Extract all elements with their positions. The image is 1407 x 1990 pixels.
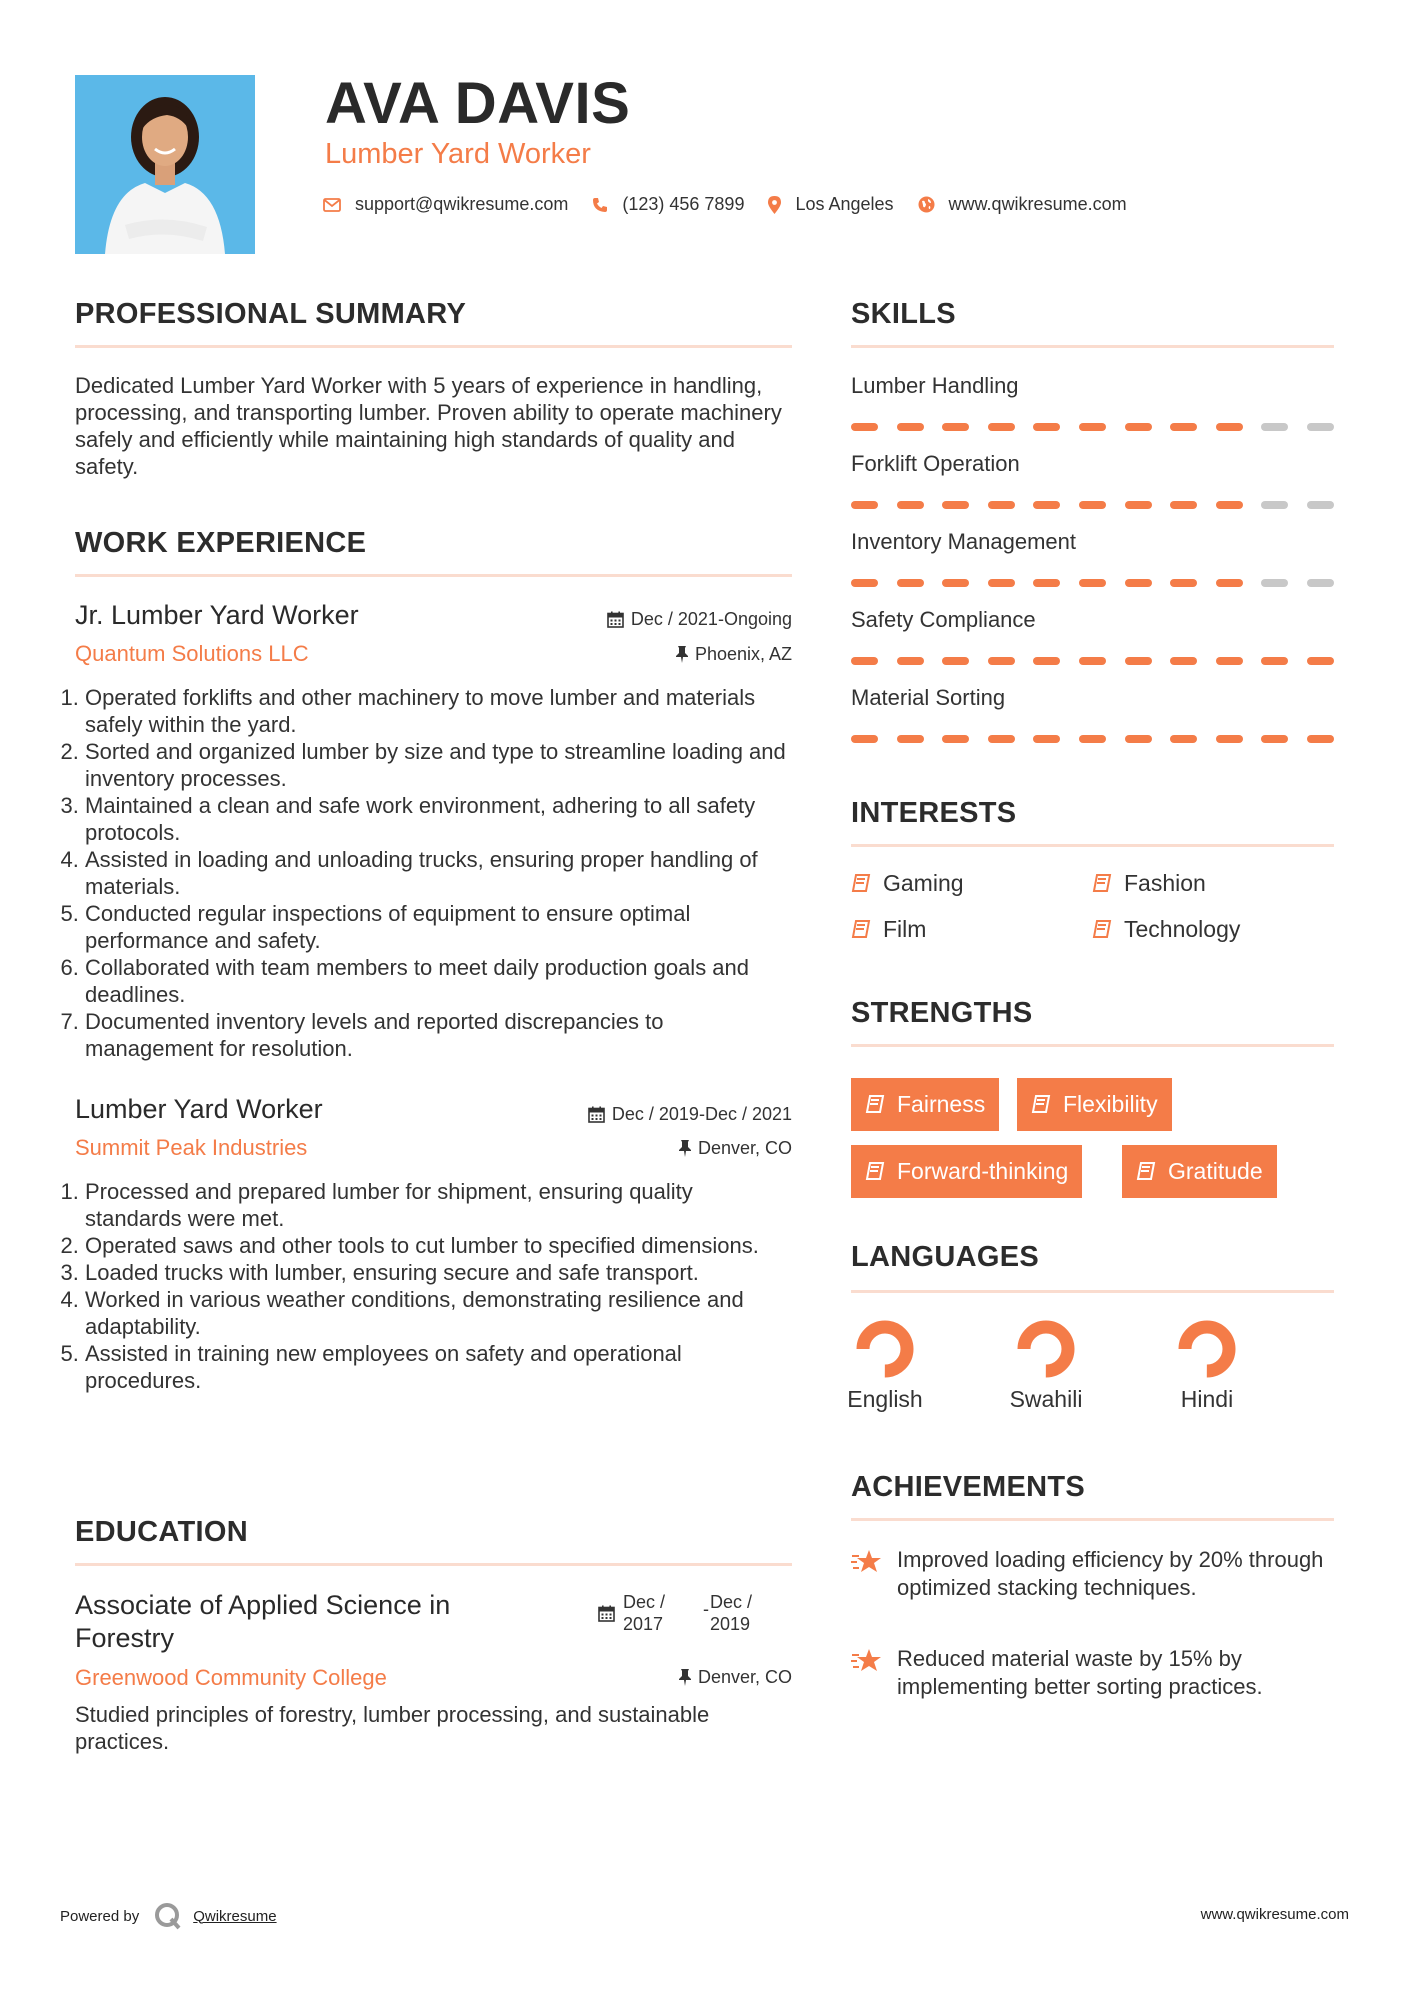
degree-title: Associate of Applied Science in (75, 1590, 451, 1620)
language-level-arc (1024, 1327, 1068, 1371)
skill-rating-segment (851, 423, 878, 431)
skill-rating-segment (897, 423, 924, 431)
contact-location (768, 194, 893, 215)
book-icon (865, 1095, 885, 1115)
job-dates (480, 609, 792, 630)
job-location-text: Phoenix, AZ (694, 644, 792, 664)
language-name: Hindi (1180, 1386, 1234, 1412)
skill-rating-bar (851, 735, 1334, 743)
skill-rating-segment (1307, 657, 1334, 665)
education-end-date (710, 1591, 752, 1635)
job-title: Jr. Lumber Yard Worker (75, 600, 359, 630)
interest-item (1092, 916, 1240, 943)
envelope-icon (323, 198, 341, 212)
list-item: 7. Documented inventory levels and reported discrepancies to management for resolution. (85, 1008, 792, 1062)
list-item: 4. Worked in various weather conditions, demonstrating resilience and adaptability. (85, 1286, 792, 1340)
achievement-item (851, 1546, 1334, 1602)
skill-rating-bar (851, 657, 1334, 665)
skill-rating-segment (1261, 501, 1288, 509)
skill-rating-segment (1079, 657, 1106, 665)
book-icon (1031, 1095, 1051, 1115)
contact-website[interactable] (918, 194, 1127, 215)
skill-rating-segment (1170, 579, 1197, 587)
language-name: English (847, 1386, 923, 1412)
start-year: 2017 (623, 1614, 664, 1634)
skill-rating-segment (988, 579, 1015, 587)
interests-heading: INTERESTS (851, 797, 1017, 829)
skill-rating-segment (942, 657, 969, 665)
book-icon (1092, 874, 1112, 894)
list-item: 2. Sorted and organized lumber by size and type to streamline loading and inventory processes. (85, 738, 792, 792)
degree-title-line2: Forestry (75, 1623, 175, 1653)
skill-rating-segment (1033, 423, 1060, 431)
book-icon (1092, 920, 1112, 940)
calendar-icon (607, 611, 624, 628)
language-ring-icon (1015, 1318, 1077, 1380)
skill-rating-segment (1170, 501, 1197, 509)
achievements-divider (851, 1518, 1334, 1521)
skill-rating-segment (1125, 423, 1152, 431)
skill-rating-segment (1125, 735, 1152, 743)
start-month: Dec / (623, 1592, 666, 1612)
skill-rating-segment (1216, 735, 1243, 743)
skill-rating-segment (1170, 657, 1197, 665)
education-location (480, 1667, 792, 1688)
job-dates-text: Dec / 2021-Ongoing (630, 609, 792, 629)
language-item (1152, 1318, 1262, 1413)
skill-name: Lumber Handling (851, 373, 1019, 398)
skill-rating-segment (988, 423, 1015, 431)
skill-rating-segment (1170, 423, 1197, 431)
skill-rating-segment (1261, 735, 1288, 743)
skill-rating-segment (851, 579, 878, 587)
skill-rating-segment (897, 735, 924, 743)
skill-rating-segment (1170, 735, 1197, 743)
skill-rating-segment (1307, 423, 1334, 431)
pushpin-icon (679, 1669, 691, 1686)
book-icon (851, 874, 871, 894)
book-icon (851, 920, 871, 940)
skill-rating-segment (1033, 579, 1060, 587)
skill-name: Inventory Management (851, 529, 1077, 554)
skills-heading: SKILLS (851, 298, 956, 330)
candidate-role: Lumber Yard Worker (325, 138, 591, 170)
interest-label: Fashion (1124, 870, 1206, 896)
achievement-text: Reduced material waste by 15% by implementing better sorting practices. (897, 1646, 1263, 1699)
skill-rating-segment (1261, 579, 1288, 587)
interest-label: Film (883, 916, 927, 942)
strength-tag (1017, 1078, 1172, 1131)
language-level-arc (1185, 1327, 1229, 1371)
skill-rating-segment (1033, 735, 1060, 743)
strength-label: Fairness (897, 1091, 986, 1117)
end-month: Dec / (710, 1592, 753, 1612)
school-name: Greenwood Community College (75, 1665, 387, 1690)
skill-rating-segment (1307, 735, 1334, 743)
skill-rating-segment (897, 579, 924, 587)
job-bullets (67, 1178, 792, 1394)
achievement-item (851, 1645, 1334, 1701)
skill-rating-segment (988, 735, 1015, 743)
skill-name: Safety Compliance (851, 607, 1036, 632)
list-item: 5. Conducted regular inspections of equipment to ensure optimal performance and safety. (85, 900, 792, 954)
job-company: Summit Peak Industries (75, 1135, 308, 1160)
skill-rating-segment (1125, 579, 1152, 587)
skill-rating-segment (1216, 501, 1243, 509)
job-title: Lumber Yard Worker (75, 1094, 323, 1124)
strength-label: Gratitude (1168, 1158, 1263, 1184)
pushpin-icon (679, 1140, 691, 1157)
skill-rating-segment (1033, 501, 1060, 509)
map-pin-icon (768, 196, 781, 214)
contact-email[interactable] (323, 194, 568, 215)
skill-rating-segment (1216, 657, 1243, 665)
candidate-name: AVA DAVIS (325, 71, 631, 136)
interest-item (1092, 870, 1206, 897)
interest-label: Technology (1124, 916, 1241, 942)
profile-photo (75, 75, 255, 254)
language-ring-icon (1176, 1318, 1238, 1380)
skill-rating-segment (851, 657, 878, 665)
list-item: 2. Operated saws and other tools to cut lumber to specified dimensions. (85, 1232, 792, 1259)
education-start-date (623, 1591, 665, 1635)
skill-rating-segment (942, 579, 969, 587)
interest-item (851, 916, 926, 943)
location-text: Los Angeles (795, 194, 894, 214)
skill-rating-segment (1261, 657, 1288, 665)
strengths-heading: STRENGTHS (851, 997, 1033, 1029)
skill-rating-segment (1033, 657, 1060, 665)
language-level-arc (863, 1327, 907, 1371)
globe-icon (918, 196, 935, 213)
education-description: Studied principles of forestry, lumber processing, and sustainable practices. (75, 1702, 710, 1754)
qwikresume-link[interactable]: Qwikresume (193, 1907, 277, 1925)
skill-rating-bar (851, 501, 1334, 509)
education-location-text: Denver, CO (697, 1667, 792, 1687)
skill-rating-segment (1079, 501, 1106, 509)
job-location-text: Denver, CO (697, 1138, 792, 1158)
contact-phone[interactable] (592, 194, 744, 215)
calendar-icon (588, 1106, 605, 1123)
language-item (991, 1318, 1101, 1413)
achievement-text: Improved loading efficiency by 20% through optimized stacking techniques. (897, 1547, 1324, 1600)
job-location (480, 644, 792, 665)
skill-rating-segment (1079, 735, 1106, 743)
language-item (830, 1318, 940, 1413)
skill-name: Forklift Operation (851, 451, 1020, 476)
skill-rating-bar (851, 423, 1334, 431)
achievements-heading: ACHIEVEMENTS (851, 1471, 1086, 1503)
interest-label: Gaming (883, 870, 964, 896)
list-item: 3. Loaded trucks with lumber, ensuring secure and safe transport. (85, 1259, 792, 1286)
skill-rating-segment (1079, 423, 1106, 431)
education-heading: EDUCATION (75, 1516, 248, 1548)
skill-rating-segment (1125, 501, 1152, 509)
date-separator: - (703, 1599, 709, 1619)
summary-text: Dedicated Lumber Yard Worker with 5 years of experience in handling, processing, and transporting lumber. Proven ability to operate machinery safely and efficiently while maintaining high standards of quality and safety. (75, 373, 782, 479)
list-item: 3. Maintained a clean and safe work environment, adhering to all safety protocols. (85, 792, 792, 846)
skill-rating-segment (1125, 657, 1152, 665)
skill-rating-segment (1261, 423, 1288, 431)
skill-rating-segment (1216, 579, 1243, 587)
strength-tag (851, 1078, 999, 1131)
website-text: www.qwikresume.com (948, 194, 1127, 214)
skills-divider (851, 345, 1334, 348)
skill-rating-segment (988, 501, 1015, 509)
interests-divider (851, 844, 1334, 847)
list-item: 4. Assisted in loading and unloading trucks, ensuring proper handling of materials. (85, 846, 792, 900)
star-badge-icon (851, 1548, 883, 1576)
languages-divider (851, 1290, 1334, 1293)
list-item: 5. Assisted in training new employees on safety and operational procedures. (85, 1340, 792, 1394)
end-year: 2019 (710, 1614, 751, 1634)
skill-rating-segment (897, 657, 924, 665)
star-badge-icon (851, 1647, 883, 1675)
strengths-divider (851, 1044, 1334, 1047)
job-dates-text: Dec / 2019-Dec / 2021 (611, 1104, 792, 1124)
education-divider (75, 1563, 792, 1566)
job-dates (480, 1104, 792, 1125)
skill-rating-segment (851, 501, 878, 509)
calendar-icon (598, 1605, 615, 1622)
book-icon (865, 1162, 885, 1182)
list-item: 1. Operated forklifts and other machinery to move lumber and materials safely within the yard. (85, 684, 792, 738)
summary-divider (75, 345, 792, 348)
footer-powered-by (60, 1901, 277, 1931)
list-item: 1. Processed and prepared lumber for shipment, ensuring quality standards were met. (85, 1178, 792, 1232)
footer-website[interactable]: www.qwikresume.com (1200, 1906, 1349, 1923)
strength-label: Flexibility (1063, 1091, 1158, 1117)
strength-label: Forward-thinking (897, 1158, 1069, 1184)
skill-rating-bar (851, 579, 1334, 587)
job-location (480, 1138, 792, 1159)
skill-rating-segment (942, 735, 969, 743)
skill-rating-segment (1079, 579, 1106, 587)
contact-bar (323, 194, 1151, 215)
skill-rating-segment (1307, 579, 1334, 587)
skill-rating-segment (942, 501, 969, 509)
pushpin-icon (676, 646, 688, 663)
powered-by-label: Powered by (60, 1907, 140, 1925)
job-company: Quantum Solutions LLC (75, 641, 309, 666)
skill-rating-segment (897, 501, 924, 509)
strength-tag (851, 1145, 1082, 1198)
skill-rating-segment (851, 735, 878, 743)
summary-heading: PROFESSIONAL SUMMARY (75, 298, 467, 330)
experience-divider (75, 574, 792, 577)
skill-rating-segment (1216, 423, 1243, 431)
job-bullets (67, 684, 792, 1062)
strength-tag (1122, 1145, 1277, 1198)
email-text: support@qwikresume.com (355, 194, 569, 214)
skill-rating-segment (1307, 501, 1334, 509)
skill-rating-segment (988, 657, 1015, 665)
skill-rating-segment (942, 423, 969, 431)
language-ring-icon (854, 1318, 916, 1380)
languages-heading: LANGUAGES (851, 1241, 1039, 1273)
list-item: 6. Collaborated with team members to meet daily production goals and deadlines. (85, 954, 792, 1008)
skill-name: Material Sorting (851, 685, 1006, 710)
phone-text: (123) 456 7899 (622, 194, 745, 214)
qwikresume-logo-icon (153, 1901, 183, 1931)
interest-item (851, 870, 964, 897)
language-name: Swahili (1009, 1386, 1083, 1412)
experience-heading: WORK EXPERIENCE (75, 527, 367, 559)
book-icon (1136, 1162, 1156, 1182)
phone-icon (592, 197, 608, 213)
